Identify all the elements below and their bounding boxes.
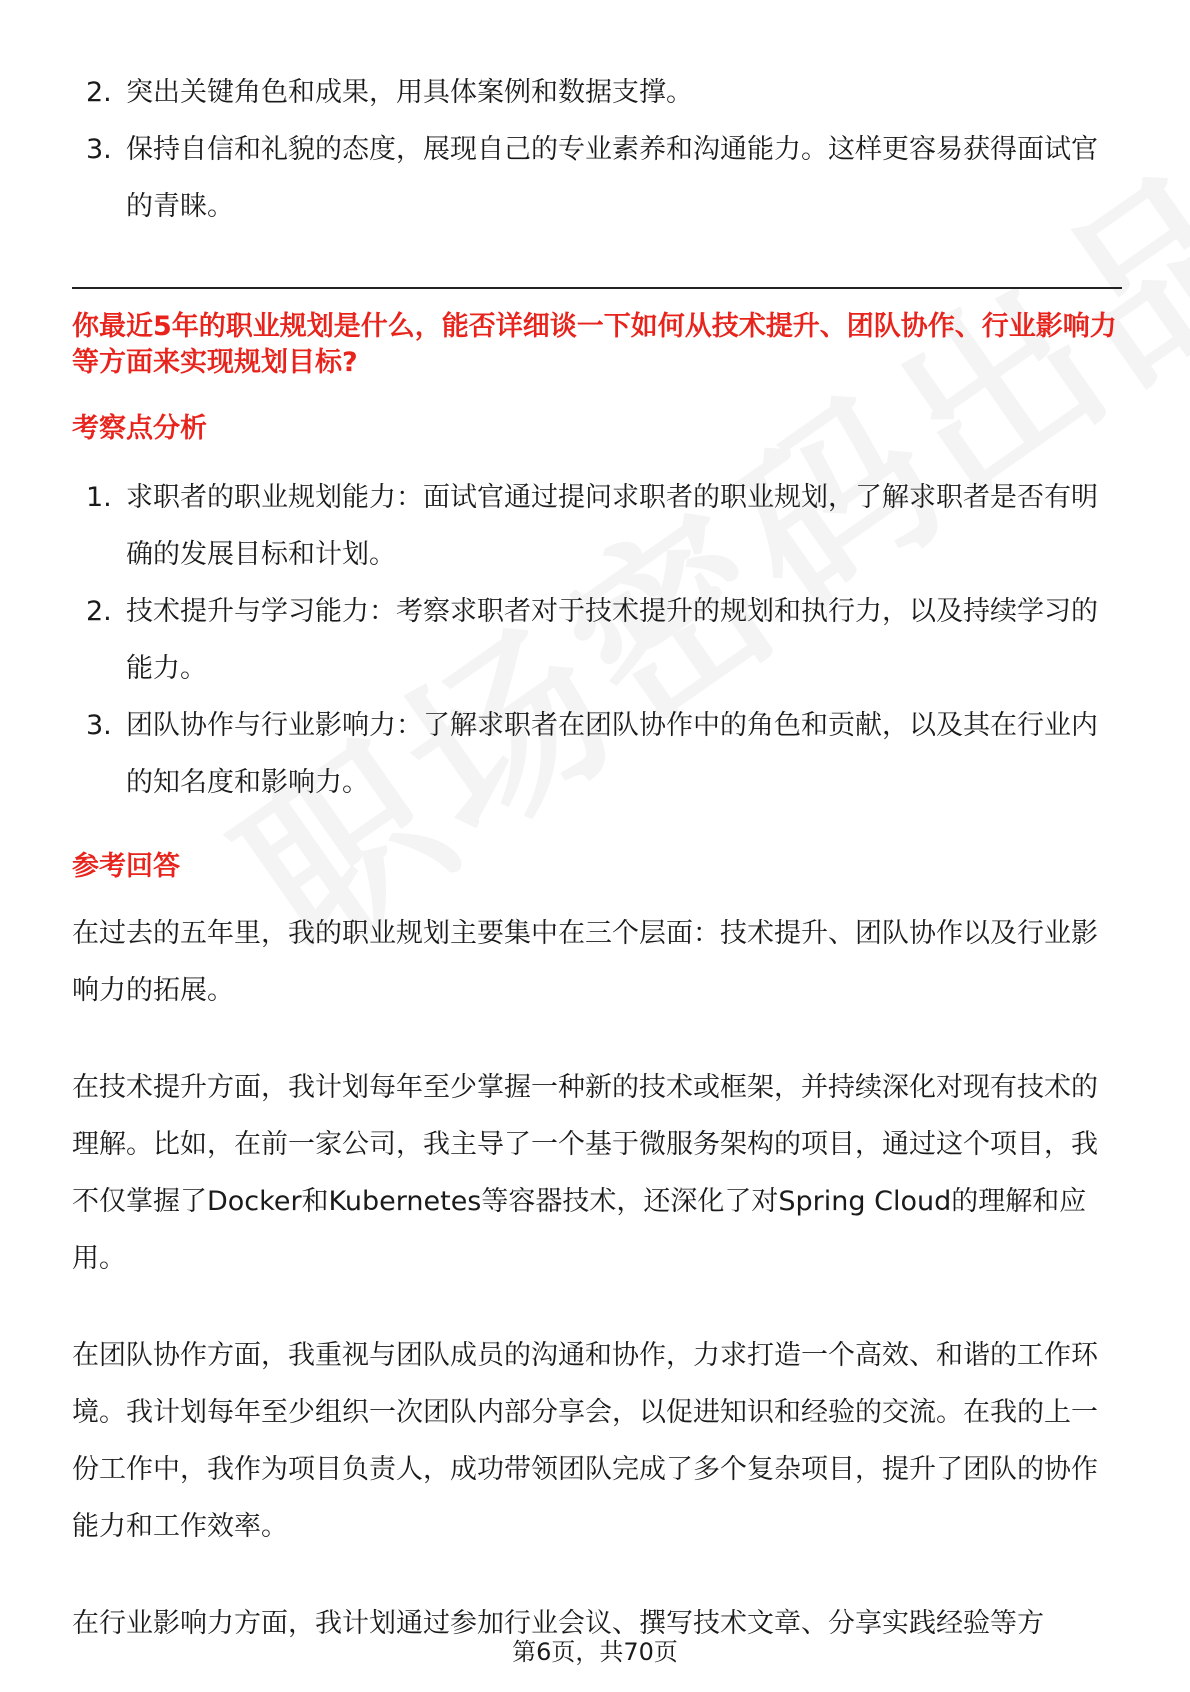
section-divider xyxy=(72,287,1122,289)
list-item-text: 团队协作与行业影响力：了解求职者在团队协作中的角色和贡献，以及其在行业内的知名度和影响力。 xyxy=(126,710,1098,798)
list-item xyxy=(72,583,1122,697)
list-item xyxy=(72,697,1122,811)
list-number: 3. xyxy=(86,134,112,165)
list-number: 1. xyxy=(86,482,112,513)
list-number: 3. xyxy=(86,710,112,741)
tips-list xyxy=(72,64,1122,235)
list-item xyxy=(72,469,1122,583)
answer-paragraph: 在过去的五年里，我的职业规划主要集中在三个层面：技术提升、团队协作以及行业影响力的拓展。 xyxy=(72,918,1098,1006)
list-item-text: 技术提升与学习能力：考察求职者对于技术提升的规划和执行力，以及持续学习的能力。 xyxy=(126,596,1098,684)
answer-heading: 参考回答 xyxy=(72,851,180,882)
list-item-text: 求职者的职业规划能力：面试官通过提问求职者的职业规划，了解求职者是否有明确的发展目标和计划。 xyxy=(126,482,1098,570)
analysis-heading: 考察点分析 xyxy=(72,413,207,444)
page-number: 第6页，共70页 xyxy=(512,1638,678,1666)
interview-question: 你最近5年的职业规划是什么，能否详细谈一下如何从技术提升、团队协作、行业影响力等方面来实现规划目标? xyxy=(72,311,1117,378)
answer-paragraph: 在团队协作方面，我重视与团队成员的沟通和协作，力求打造一个高效、和谐的工作环境。我计划每年至少组织一次团队内部分享会，以促进知识和经验的交流。在我的上一份工作中，我作为项目负责人，成功带领团队完成了多个复杂项目，提升了团队的协作能力和工作效率。 xyxy=(72,1340,1098,1542)
page-content xyxy=(72,64,1122,1692)
list-number: 2. xyxy=(86,596,112,627)
list-item xyxy=(72,121,1122,235)
list-number: 2. xyxy=(86,77,112,108)
list-item-text: 保持自信和礼貌的态度，展现自己的专业素养和沟通能力。这样更容易获得面试官的青睐。 xyxy=(126,134,1098,222)
list-item-text: 突出关键角色和成果，用具体案例和数据支撑。 xyxy=(126,77,693,108)
list-item xyxy=(72,64,1122,121)
answer-paragraph: 在技术提升方面，我计划每年至少掌握一种新的技术或框架，并持续深化对现有技术的理解。比如，在前一家公司，我主导了一个基于微服务架构的项目，通过这个项目，我不仅掌握了Docker和Kubernetes等容器技术，还深化了对Spring Cloud的理解和应用。 xyxy=(72,1072,1098,1274)
answer-paragraph: 在行业影响力方面，我计划通过参加行业会议、撰写技术文章、分享实践经验等方 xyxy=(72,1608,1044,1639)
analysis-list xyxy=(72,469,1122,811)
